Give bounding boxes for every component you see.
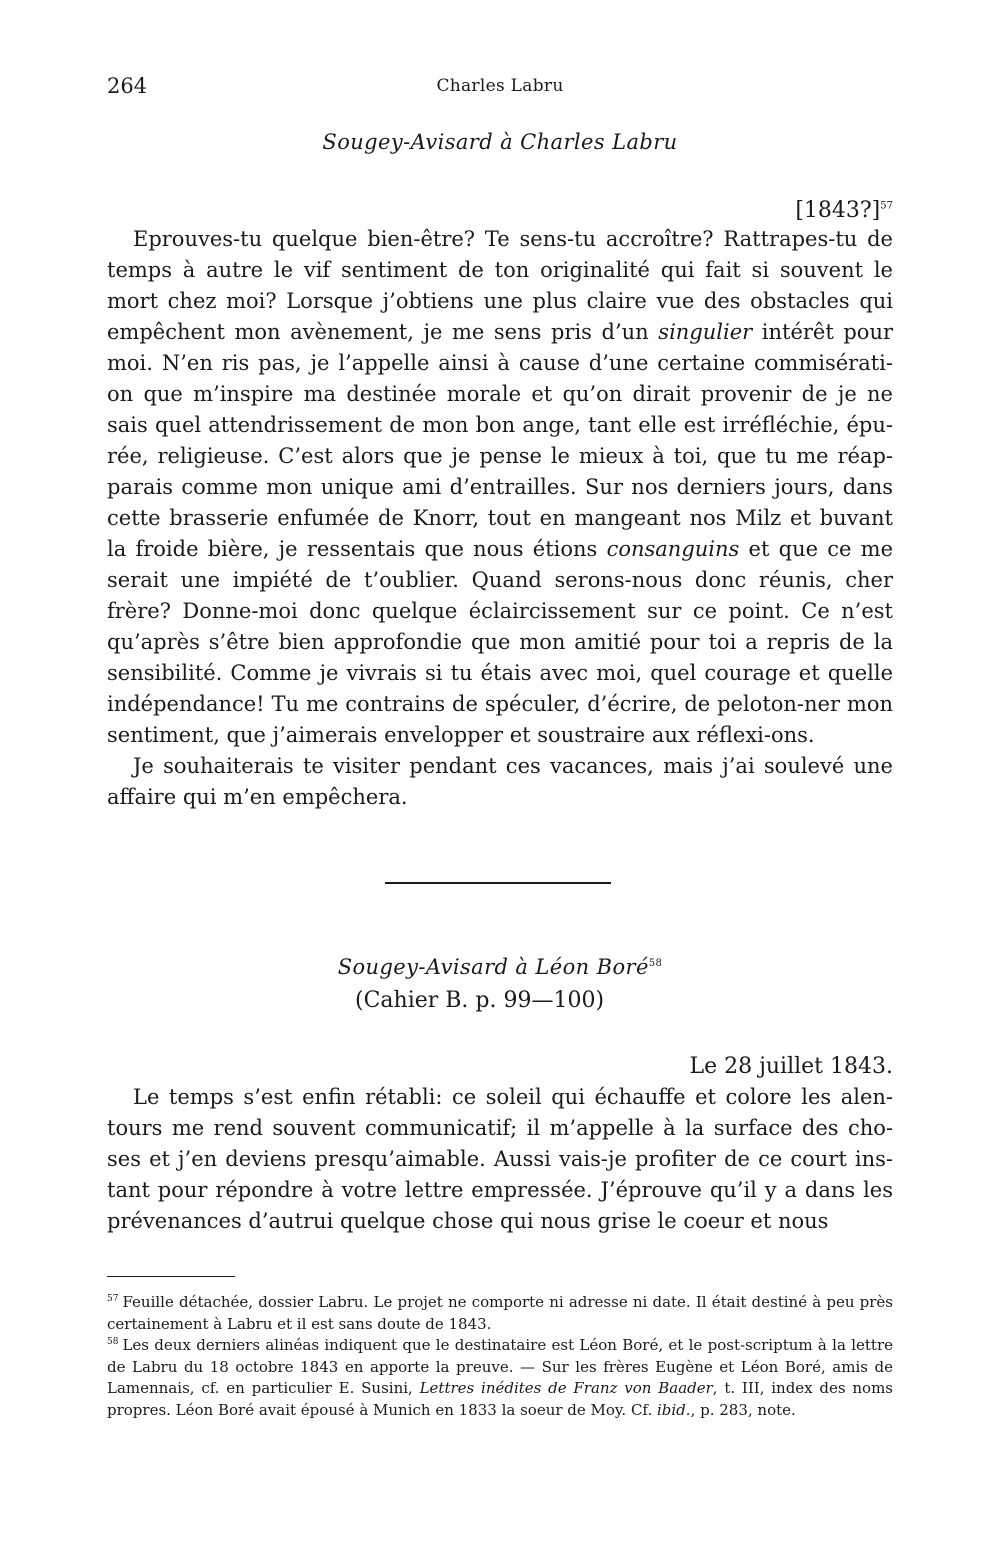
letter-title-text: Sougey-Avisard à Léon Boré xyxy=(337,955,649,979)
footnote-text: , t. III, index des noms propres. Léon Boré avait épousé à Munich en 1833 la soeur de Moy. Cf. xyxy=(107,1379,893,1419)
italic-title: Lettres inédites de Franz von Baader xyxy=(419,1379,713,1397)
footnote-text: Feuille détachée, dossier Labru. Le projet ne comporte ni adresse ni date. Il était destiné à peu près certainement à Labru et il est sans doute de 1843. xyxy=(107,1293,893,1333)
letter-source-reference: (Cahier B. p. 99—100) xyxy=(355,988,605,1013)
footnote-ref-57: 57 xyxy=(880,200,893,212)
letter-title-labru xyxy=(107,130,893,154)
italic-word-consanguins: consanguins xyxy=(606,537,740,561)
footnote-57 xyxy=(107,1292,893,1335)
section-separator-rule xyxy=(385,882,611,884)
footnote-mark: 57 xyxy=(107,1294,119,1304)
letter-date-bore xyxy=(689,1054,893,1079)
letter-title-text: Sougey-Avisard à Charles Labru xyxy=(322,130,678,154)
letter-body-labru xyxy=(107,224,893,813)
footnote-rule xyxy=(107,1276,235,1277)
footnote-ref-58: 58 xyxy=(648,958,663,969)
italic-ibid: ibid. xyxy=(656,1400,691,1419)
paragraph xyxy=(107,224,893,751)
footnotes xyxy=(107,1292,893,1421)
date-text: [1843?] xyxy=(795,198,881,223)
text-run: intérêt pour moi. N’en ris pas, je l’appelle ainsi à cause d’une certaine commisérati-on que m’inspire ma destinée morale et qu’on dirait provenir de je ne sais quel attendrissement de mon bon ange, tant elle est irréfléchie, épu-rée, religieuse. C’est alors que je pense le mieux à toi, que tu me réap-parais comme mon unique ami d’entrailles. Sur nos derniers jours, dans cette brasserie enfumée de Knorr, tout en mangeant nos Milz et buvant la froide bière, je ressentais que nous étions xyxy=(107,320,894,561)
letter-body-bore xyxy=(107,1082,893,1237)
page-header xyxy=(107,74,893,104)
date-text: Le 28 juillet 1843. xyxy=(689,1054,893,1079)
footnote-58 xyxy=(107,1335,893,1421)
letter-date-labru xyxy=(795,198,893,223)
paragraph xyxy=(107,751,893,813)
page-number: 264 xyxy=(107,74,148,98)
footnote-text: , p. 283, note. xyxy=(690,1400,796,1419)
footnote-mark: 58 xyxy=(107,1337,119,1347)
text-run: Eprouves-tu quelque bien-être? Te sens-tu accroître? Rattrapes-tu de temps à autre le vif sentiment de ton originalité qui fait si souvent le mort chez moi? Lorsque j’obtiens une plus claire vue des obstacles qui empêchent mon avènement, je me sens pris d’un xyxy=(107,227,893,344)
letter-title-bore xyxy=(107,955,893,979)
text-run: et que ce me serait une impiété de t’oublier. Quand serons-nous donc réunis, cher frère? Donne-moi donc quelque éclaircissement sur ce point. Ce n’est qu’après s’être bien approfondie que mon amitié pour toi a repris de la sensibilité. Comme je vivrais si tu étais avec moi, quel courage et quelle indépendance! Tu me contrains de spéculer, d’écrire, de peloton-ner mon sentiment, que j’aimerais envelopper et soustraire aux réflexi-ons. xyxy=(107,537,893,747)
text-run: Je souhaiterais te visiter pendant ces vacances, mais j’ai soulevé une affaire qui m’en empêchera. xyxy=(107,754,893,809)
paragraph: Le temps s’est enfin rétabli: ce soleil qui échauffe et colore les alen-tours me rend souvent communicatif; il m’appelle à la surface des cho-ses et j’en deviens presqu’aimable. Aussi vais-je profiter de ce court ins-tant pour répondre à votre lettre empressée. J’éprouve qu’il y a dans les prévenances d’autrui quelque chose qui nous grise le coeur et nous xyxy=(107,1085,893,1233)
running-head: Charles Labru xyxy=(436,76,564,96)
italic-word-singulier: singulier xyxy=(658,320,753,344)
footnote-text: Les deux derniers alinéas indiquent que le destinataire est Léon Boré, et le post-scriptum à la lettre de Labru du 18 octobre 1843 en apporte la preuve. — Sur les frères Eugène et Léon Boré, amis de Lamennais, cf. en particulier E. Susini, xyxy=(107,1336,893,1397)
